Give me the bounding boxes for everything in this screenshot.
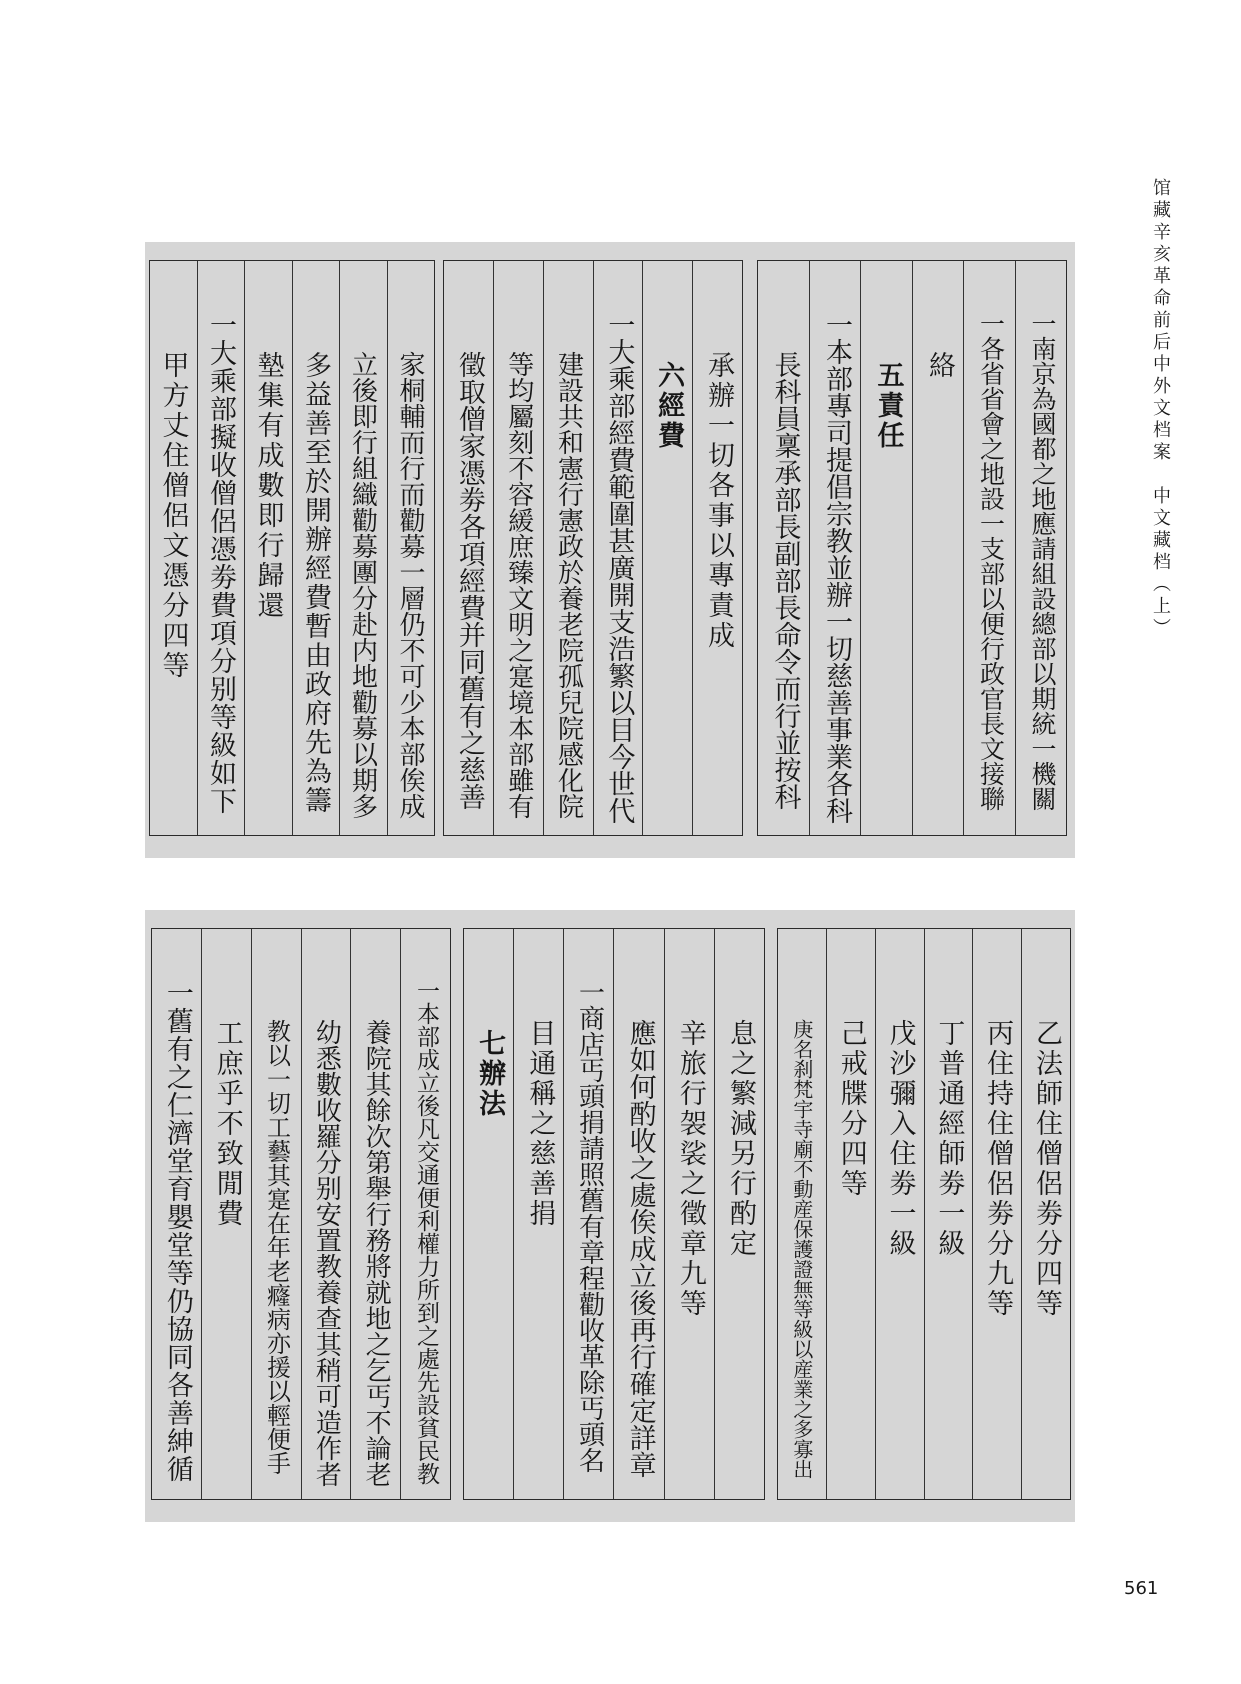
column-text: 一本部專司提倡宗教並辦一切慈善事業各科 <box>821 311 852 824</box>
column-text: 一舊有之仁濟堂育嬰堂等仍協同各善紳循 <box>161 979 193 1483</box>
column-group <box>758 261 1066 835</box>
text-column <box>664 929 714 1499</box>
text-column <box>593 261 643 835</box>
column-text: 丙住持住僧侶劵分九等 <box>982 1019 1014 1319</box>
text-column <box>400 929 450 1499</box>
column-text: 絡 <box>924 351 955 381</box>
bottom-right-page <box>777 928 1071 1500</box>
column-text: 目通稱之慈善捐 <box>524 1019 556 1229</box>
bottom-scan-image <box>145 910 1075 1522</box>
column-text: 多益善至於開辦經費暫由政府先為籌 <box>300 351 331 815</box>
text-column <box>244 261 292 835</box>
text-column <box>1021 929 1070 1499</box>
text-column <box>150 261 197 835</box>
text-column <box>613 929 663 1499</box>
column-group <box>464 929 764 1499</box>
column-text: 教以一切工藝其寔在年老癃病亦援以輕便手 <box>262 1019 291 1475</box>
column-text: 己戒牒分四等 <box>835 1019 867 1199</box>
top-scan-image <box>145 242 1075 858</box>
column-text: 墊集有成數即行歸還 <box>252 351 284 621</box>
text-column <box>201 929 251 1499</box>
column-text: 家桐輔而行而勸募一層仍不可少本部俟成 <box>395 351 425 819</box>
text-column <box>543 261 593 835</box>
text-column <box>444 261 493 835</box>
text-column <box>464 929 513 1499</box>
section-heading: 五責任 <box>872 361 904 451</box>
text-column <box>912 261 964 835</box>
text-column <box>778 929 826 1499</box>
text-column <box>642 261 692 835</box>
page-number: 561 <box>1124 1578 1159 1599</box>
text-column <box>692 261 742 835</box>
column-text: 長科員稟承部長副部長命令而行並按科 <box>769 351 801 810</box>
column-text: 養院其餘次第舉行務將就地之乞丐不論老 <box>361 1019 392 1487</box>
text-column <box>1015 261 1067 835</box>
text-column <box>339 261 387 835</box>
text-column <box>860 261 912 835</box>
text-column <box>972 929 1021 1499</box>
column-text: 辛旅行袈裟之徵章九等 <box>674 1019 706 1319</box>
column-text: 丁普通經師劵一級 <box>933 1019 965 1259</box>
column-text: 乙法師住僧侶劵分四等 <box>1031 1019 1062 1319</box>
column-text: 工庶乎不致閒費 <box>211 1019 243 1229</box>
text-column <box>251 929 301 1499</box>
column-text: 戊沙彌入住劵一級 <box>884 1019 916 1259</box>
text-column <box>826 929 875 1499</box>
text-column <box>875 929 924 1499</box>
column-text: 立後即行組織勸募團分赴内地勸募以期多 <box>347 351 378 819</box>
text-column <box>387 261 435 835</box>
column-text: 承辦一切各事以專責成 <box>703 351 734 651</box>
text-column <box>292 261 340 835</box>
text-column <box>924 929 973 1499</box>
text-column <box>493 261 543 835</box>
column-text: 一商店丐頭捐請照舊有章程勸收革除丐頭名 <box>574 979 605 1473</box>
text-column <box>758 261 809 835</box>
column-text: 一大乘部經費範圍甚廣開支浩繁以目今世代 <box>603 311 635 824</box>
section-heading: 七辦法 <box>474 1029 506 1119</box>
column-text: 一本部成立後凡交通便利權力所到之處先設貧民教 <box>413 979 439 1485</box>
text-column <box>714 929 764 1499</box>
text-column <box>963 261 1015 835</box>
bottom-middle-page <box>463 928 765 1500</box>
running-head: 馆藏辛亥革命前后中外文档案 中文藏档（上） <box>1150 178 1171 640</box>
column-text: 建設共和憲行憲政於養老院孤兒院感化院 <box>553 351 584 819</box>
column-text: 幼悉數收羅分别安置教養查其稍可造作者 <box>311 1019 342 1487</box>
column-text: 應如何酌收之處俟成立後再行確定詳章 <box>624 1019 656 1478</box>
column-group <box>778 929 1070 1499</box>
text-column <box>809 261 861 835</box>
top-right-page <box>757 260 1067 836</box>
top-middle-page <box>443 260 743 836</box>
text-column <box>197 261 245 835</box>
text-column <box>350 929 400 1499</box>
column-group <box>150 261 434 835</box>
column-text: 息之繁減另行酌定 <box>725 1019 756 1259</box>
column-group <box>444 261 742 835</box>
column-group <box>152 929 450 1499</box>
text-column <box>301 929 351 1499</box>
top-left-page <box>149 260 435 836</box>
column-text: 庚名刹梵宇寺廟不動産保護證無等級以産業之多寡出 <box>789 1019 814 1479</box>
text-column <box>152 929 201 1499</box>
bottom-left-page <box>151 928 451 1500</box>
column-text: 甲方丈住僧侶文憑分四等 <box>157 351 189 681</box>
column-text: 一大乘部擬收僧侶憑劵費項分别等級如下 <box>205 311 236 815</box>
text-column <box>513 929 563 1499</box>
text-column <box>563 929 613 1499</box>
section-heading: 六經費 <box>653 361 685 451</box>
column-text: 一各省省會之地設一支部以便行政官長文接聯 <box>976 311 1006 811</box>
column-text: 一南京為國都之地應請組設總部以期統一機關 <box>1028 311 1057 811</box>
column-text: 徵取僧家憑劵各項經費并同舊有之慈善 <box>453 351 485 810</box>
column-text: 等均屬刻不容緩庶臻文明之寔境本部雖有 <box>503 351 534 819</box>
